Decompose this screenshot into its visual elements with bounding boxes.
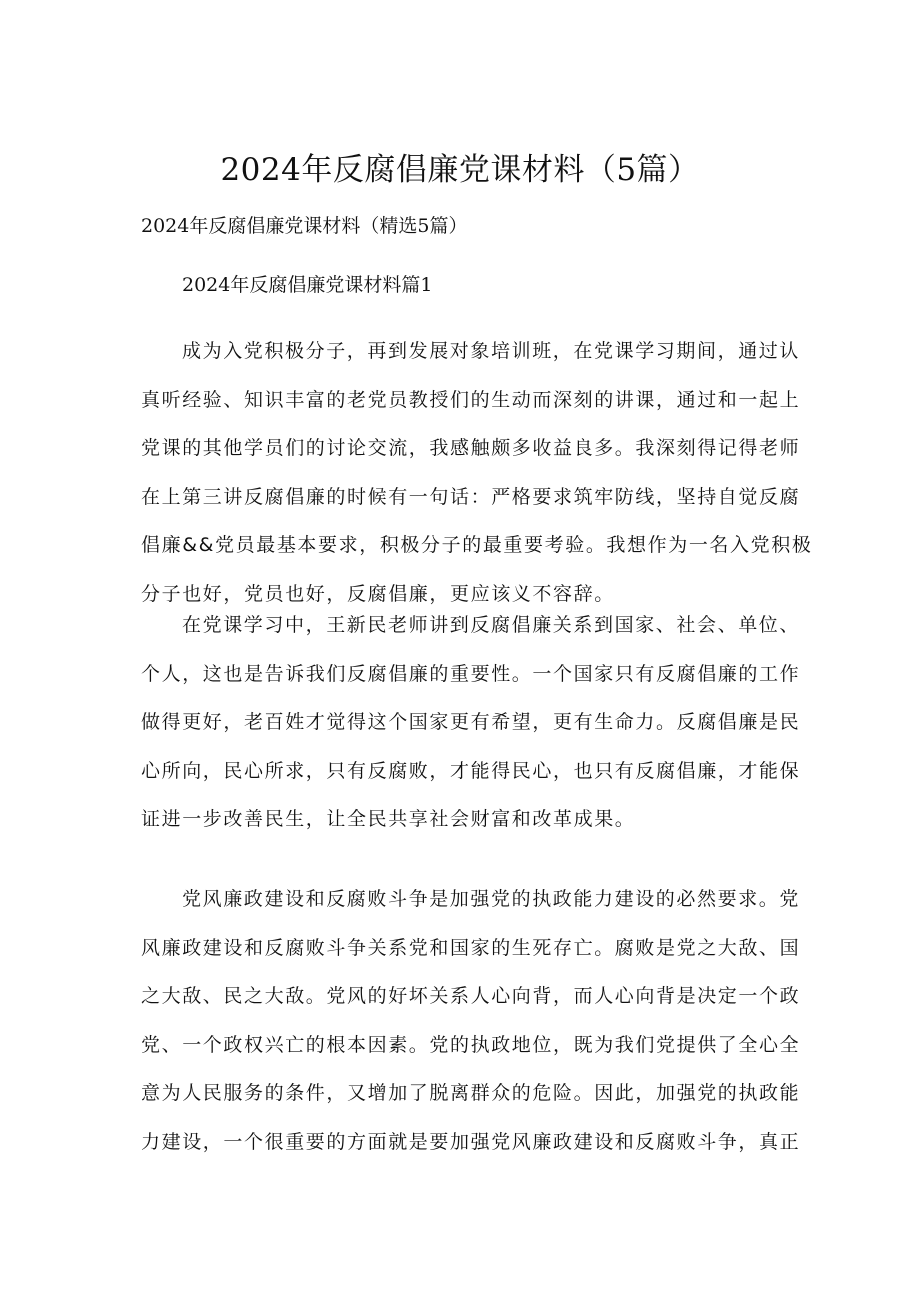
paragraph-line: 分子也好，党员也好，反腐倡廉，更应该义不容辞。 <box>141 582 615 605</box>
paragraph-2 <box>141 601 801 844</box>
paragraph-3 <box>141 875 801 1166</box>
paragraph-line: 做得更好，老百姓才觉得这个国家更有希望，更有生命力。反腐倡廉是民 <box>141 711 801 733</box>
paragraph-line: 个人，这也是告诉我们反腐倡廉的重要性。一个国家只有反腐倡廉的工作 <box>141 662 801 685</box>
paragraph-line: 在上第三讲反腐倡廉的时候有一句话：严格要求筑牢防线，坚持自觉反腐 <box>141 485 801 508</box>
section-heading: 2024年反腐倡廉党课材料篇1 <box>182 274 433 296</box>
paragraph-line: 证进一步改善民生，让全民共享社会财富和改革成果。 <box>141 808 636 830</box>
paragraph-line: 党课的其他学员们的讨论交流，我感触颇多收益良多。我深刻得记得老师 <box>141 437 801 459</box>
paragraph-line: 力建设，一个很重要的方面就是要加强党风廉政建设和反腐败斗争，真正 <box>141 1130 801 1153</box>
paragraph-line: 党风廉政建设和反腐败斗争是加强党的执政能力建设的必然要求。党 <box>182 888 801 910</box>
document-subtitle: 2024年反腐倡廉党课材料（精选5篇） <box>141 215 468 237</box>
paragraph-line: 意为人民服务的条件，又增加了脱离群众的危险。因此，加强党的执政能 <box>141 1082 801 1104</box>
paragraph-line: 在党课学习中，王新民老师讲到反腐倡廉关系到国家、社会、单位、 <box>182 614 801 636</box>
paragraph-line: 倡廉&&党员最基本要求，积极分子的最重要考验。我想作为一名入党积极 <box>141 534 813 556</box>
document-title: 2024年反腐倡廉党课材料（5篇） <box>220 152 700 188</box>
paragraph-line: 党、一个政权兴亡的根本因素。党的执政地位，既为我们党提供了全心全 <box>141 1033 801 1056</box>
paragraph-line: 之大敌、民之大敌。党风的好坏关系人心向背，而人心向背是决定一个政 <box>141 985 801 1007</box>
paragraph-1 <box>141 327 813 618</box>
paragraph-line: 成为入党积极分子，再到发展对象培训班，在党课学习期间，通过认 <box>182 340 801 362</box>
paragraph-line: 心所向，民心所求，只有反腐败，才能得民心，也只有反腐倡廉，才能保 <box>141 759 801 782</box>
paragraph-line: 风廉政建设和反腐败斗争关系党和国家的生死存亡。腐败是党之大敌、国 <box>141 936 801 959</box>
paragraph-line: 真听经验、知识丰富的老党员教授们的生动而深刻的讲课，通过和一起上 <box>141 388 801 411</box>
